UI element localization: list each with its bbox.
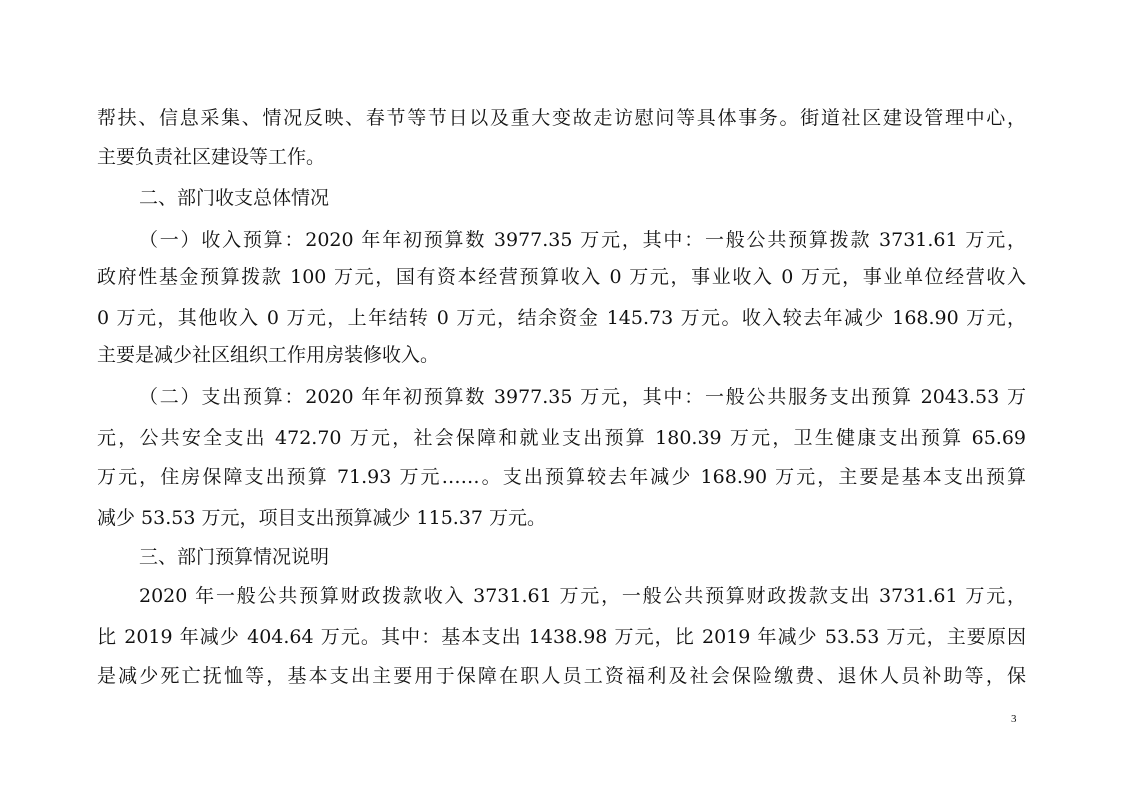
- body-text-line: 政府性基金预算拨款 100 万元，国有资本经营预算收入 0 万元，事业收入 0 万元，事业单位经营收入: [97, 266, 1026, 288]
- body-text-line: 2020 年一般公共预算财政拨款收入 3731.61 万元，一般公共预算财政拨款支出 3731.61 万元，: [139, 585, 1026, 607]
- body-text-line: 帮扶、信息采集、情况反映、春节等节日以及重大变故走访慰问等具体事务。街道社区建设管理中心，: [97, 107, 1026, 129]
- body-text-line: 主要是减少社区组织工作用房装修收入。: [97, 344, 440, 366]
- body-text-line: 元，公共安全支出 472.70 万元，社会保障和就业支出预算 180.39 万元，卫生健康支出预算 65.69: [97, 427, 1026, 449]
- body-text-line: 万元，住房保障支出预算 71.93 万元……。支出预算较去年减少 168.90 万元，主要是基本支出预算: [97, 466, 1026, 488]
- body-text-line: 主要负责社区建设等工作。: [97, 146, 326, 168]
- body-text-line: （一）收入预算：2020 年年初预算数 3977.35 万元，其中：一般公共预算拨款 3731.61 万元，: [139, 229, 1026, 251]
- body-text-line: 0 万元，其他收入 0 万元，上年结转 0 万元，结余资金 145.73 万元。收入较去年减少 168.90 万元，: [97, 307, 1026, 329]
- body-text-line: 是减少死亡抚恤等，基本支出主要用于保障在职人员工资福利及社会保险缴费、退休人员补助等，保: [97, 665, 1026, 687]
- body-text-line: （二）支出预算：2020 年年初预算数 3977.35 万元，其中：一般公共服务支出预算 2043.53 万: [139, 386, 1026, 408]
- page-number: 3: [1011, 713, 1017, 725]
- section-heading: 三、部门预算情况说明: [139, 546, 330, 568]
- body-text-line: 比 2019 年减少 404.64 万元。其中：基本支出 1438.98 万元，比 2019 年减少 53.53 万元，主要原因: [97, 626, 1026, 648]
- section-heading: 二、部门收支总体情况: [139, 187, 330, 209]
- body-text-line: 减少 53.53 万元，项目支出预算减少 115.37 万元。: [97, 507, 547, 529]
